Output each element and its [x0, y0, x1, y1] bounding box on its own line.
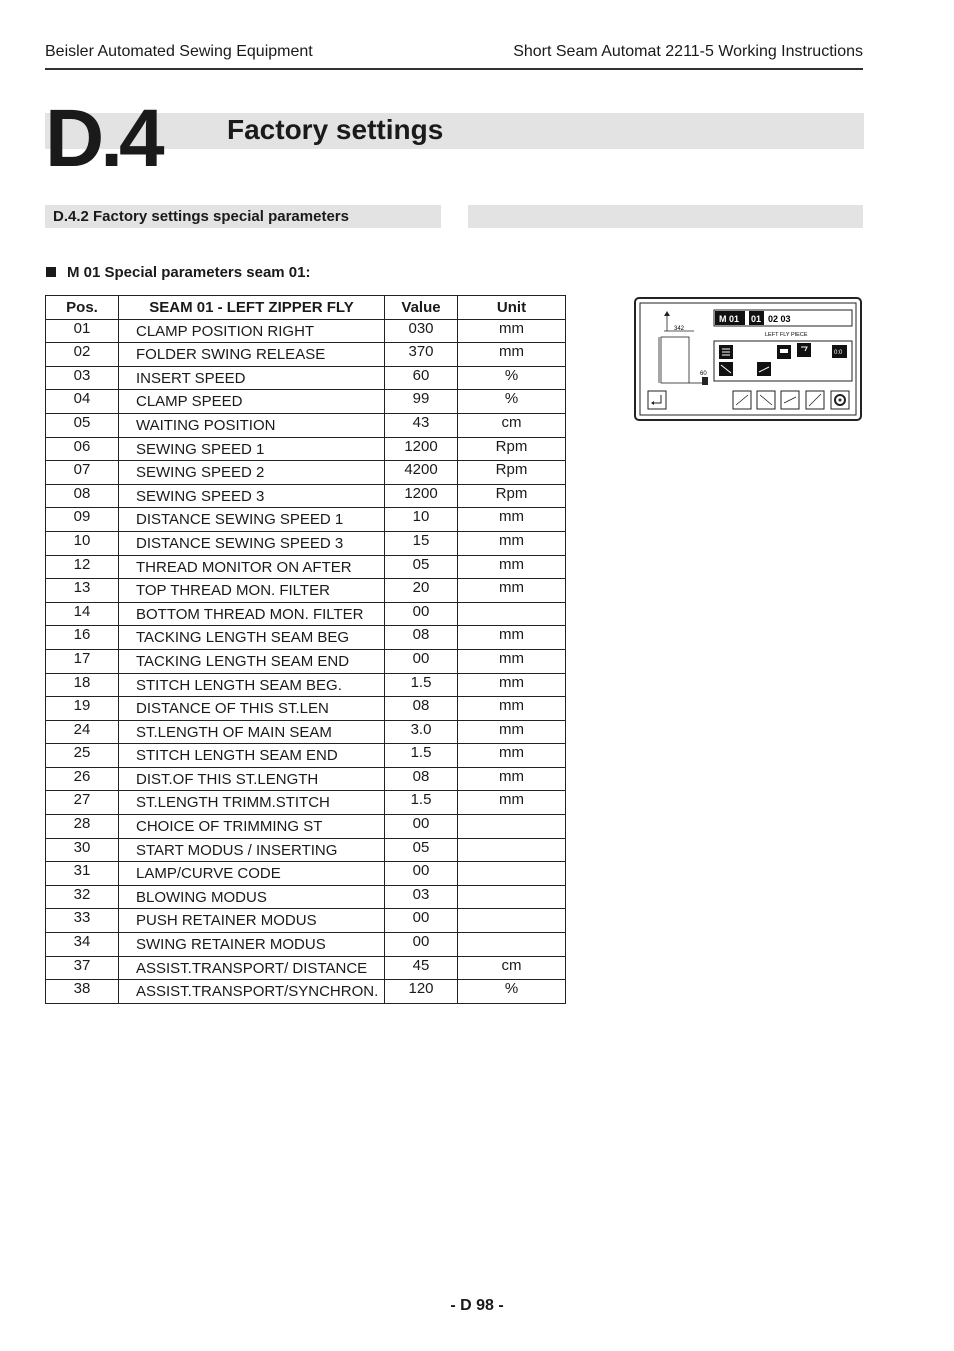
chapter-band: [45, 113, 864, 149]
control-panel-display: [634, 297, 862, 421]
row-value: 45: [385, 956, 458, 980]
table-row: [46, 744, 566, 768]
row-pos: 14: [46, 602, 119, 626]
row-pos: 10: [46, 531, 119, 555]
row-desc: ASSIST.TRANSPORT/SYNCHRON.: [119, 980, 385, 1004]
seam-end-icon[interactable]: [757, 391, 775, 409]
page-number: - D 98 -: [450, 1297, 504, 1314]
row-unit: cm: [458, 413, 566, 437]
row-pos: 03: [46, 366, 119, 390]
row-value: 370: [385, 343, 458, 367]
row-pos: 16: [46, 626, 119, 650]
row-pos: 06: [46, 437, 119, 461]
table-row: [46, 767, 566, 791]
header-right: Short Seam Automat 2211-5 Working Instructions: [513, 43, 863, 60]
row-desc: FOLDER SWING RELEASE: [119, 343, 385, 367]
row-pos: 25: [46, 744, 119, 768]
row-unit: mm: [458, 508, 566, 532]
table-row: [46, 555, 566, 579]
program-label: M 01: [719, 314, 740, 324]
row-value: 05: [385, 555, 458, 579]
row-value: 120: [385, 980, 458, 1004]
bullet-square-icon: [46, 267, 56, 277]
row-value: 15: [385, 531, 458, 555]
row-pos: 37: [46, 956, 119, 980]
table-row: [46, 649, 566, 673]
table-row: [46, 484, 566, 508]
row-pos: 27: [46, 791, 119, 815]
row-value: 1.5: [385, 791, 458, 815]
row-value: 1200: [385, 437, 458, 461]
row-unit: cm: [458, 956, 566, 980]
row-pos: 01: [46, 319, 119, 343]
table-row: [46, 343, 566, 367]
row-value: 60: [385, 366, 458, 390]
row-unit: Rpm: [458, 437, 566, 461]
row-unit: mm: [458, 555, 566, 579]
row-unit: mm: [458, 673, 566, 697]
row-value: 00: [385, 815, 458, 839]
row-unit: [458, 885, 566, 909]
row-unit: %: [458, 980, 566, 1004]
row-desc: SEWING SPEED 3: [119, 484, 385, 508]
row-pos: 26: [46, 767, 119, 791]
row-value: 1.5: [385, 673, 458, 697]
row-desc: STITCH LENGTH SEAM END: [119, 744, 385, 768]
col-header-value: Value: [385, 296, 458, 320]
row-unit: %: [458, 366, 566, 390]
section-band-right: [468, 205, 863, 228]
row-value: 03: [385, 885, 458, 909]
row-value: 20: [385, 579, 458, 603]
row-desc: PUSH RETAINER MODUS: [119, 909, 385, 933]
row-desc: TACKING LENGTH SEAM END: [119, 649, 385, 673]
row-unit: [458, 815, 566, 839]
row-pos: 38: [46, 980, 119, 1004]
corner-icon[interactable]: [806, 391, 824, 409]
table-row: [46, 933, 566, 957]
row-value: 05: [385, 838, 458, 862]
row-value: 08: [385, 626, 458, 650]
row-desc: SEWING SPEED 1: [119, 437, 385, 461]
row-unit: mm: [458, 531, 566, 555]
row-value: 00: [385, 862, 458, 886]
row-pos: 04: [46, 390, 119, 414]
row-unit: mm: [458, 720, 566, 744]
row-pos: 18: [46, 673, 119, 697]
table-row: [46, 980, 566, 1004]
row-value: 030: [385, 319, 458, 343]
seam-other-labels: 02 03: [768, 314, 791, 324]
row-desc: CLAMP POSITION RIGHT: [119, 319, 385, 343]
table-row: [46, 508, 566, 532]
seam-name-label: LEFT FLY PIECE: [765, 332, 808, 338]
chapter-title: Factory settings: [227, 114, 444, 145]
control-panel-graphic: [636, 299, 860, 419]
row-unit: [458, 602, 566, 626]
row-pos: 07: [46, 461, 119, 485]
row-unit: mm: [458, 343, 566, 367]
header-left: Beisler Automated Sewing Equipment: [45, 43, 313, 60]
row-desc: DIST.OF THIS ST.LENGTH: [119, 767, 385, 791]
row-value: 3.0: [385, 720, 458, 744]
row-unit: [458, 838, 566, 862]
row-value: 00: [385, 602, 458, 626]
table-row: [46, 579, 566, 603]
row-pos: 32: [46, 885, 119, 909]
col-header-unit: Unit: [458, 296, 566, 320]
row-unit: mm: [458, 319, 566, 343]
row-value: 1200: [385, 484, 458, 508]
row-desc: DISTANCE OF THIS ST.LEN: [119, 697, 385, 721]
table-row: [46, 815, 566, 839]
row-desc: SWING RETAINER MODUS: [119, 933, 385, 957]
table-row: [46, 319, 566, 343]
table-header-row: [46, 296, 566, 320]
row-value: 99: [385, 390, 458, 414]
row-unit: mm: [458, 767, 566, 791]
table-row: [46, 461, 566, 485]
row-desc: LAMP/CURVE CODE: [119, 862, 385, 886]
settings-icon[interactable]: [831, 391, 849, 409]
row-pos: 30: [46, 838, 119, 862]
row-value: 00: [385, 909, 458, 933]
row-desc: STITCH LENGTH SEAM BEG.: [119, 673, 385, 697]
row-value: 43: [385, 413, 458, 437]
row-unit: %: [458, 390, 566, 414]
row-pos: 31: [46, 862, 119, 886]
table-row: [46, 413, 566, 437]
table-row: [46, 437, 566, 461]
table-row: [46, 838, 566, 862]
col-header-desc: SEAM 01 - LEFT ZIPPER FLY: [119, 296, 385, 320]
trim-icon[interactable]: [781, 391, 799, 409]
table-row: [46, 909, 566, 933]
row-unit: [458, 862, 566, 886]
table-row: [46, 956, 566, 980]
row-unit: mm: [458, 744, 566, 768]
seam-start-icon[interactable]: [733, 391, 751, 409]
row-unit: Rpm: [458, 461, 566, 485]
row-desc: BOTTOM THREAD MON. FILTER: [119, 602, 385, 626]
table-row: [46, 862, 566, 886]
row-unit: mm: [458, 649, 566, 673]
row-pos: 13: [46, 579, 119, 603]
row-desc: ST.LENGTH TRIMM.STITCH: [119, 791, 385, 815]
dim-side-label: 60: [700, 371, 707, 377]
counter-icon[interactable]: [832, 345, 847, 358]
row-unit: mm: [458, 791, 566, 815]
row-value: 08: [385, 697, 458, 721]
insert-icon[interactable]: [757, 362, 771, 376]
row-desc: DISTANCE SEWING SPEED 3: [119, 531, 385, 555]
row-pos: 34: [46, 933, 119, 957]
row-desc: INSERT SPEED: [119, 366, 385, 390]
row-desc: WAITING POSITION: [119, 413, 385, 437]
swing-icon[interactable]: [719, 362, 733, 376]
row-desc: ST.LENGTH OF MAIN SEAM: [119, 720, 385, 744]
row-pos: 24: [46, 720, 119, 744]
row-desc: SEWING SPEED 2: [119, 461, 385, 485]
row-value: 10: [385, 508, 458, 532]
table-row: [46, 791, 566, 815]
col-header-pos: Pos.: [46, 296, 119, 320]
row-pos: 02: [46, 343, 119, 367]
table-row: [46, 885, 566, 909]
row-pos: 17: [46, 649, 119, 673]
parameter-table: [45, 295, 566, 1004]
row-value: 1.5: [385, 744, 458, 768]
row-desc: TACKING LENGTH SEAM BEG: [119, 626, 385, 650]
table-row: [46, 697, 566, 721]
row-unit: [458, 909, 566, 933]
row-pos: 05: [46, 413, 119, 437]
row-pos: 28: [46, 815, 119, 839]
row-value: 00: [385, 933, 458, 957]
dim-top-label: 342: [674, 326, 685, 332]
table-row: [46, 390, 566, 414]
row-desc: DISTANCE SEWING SPEED 1: [119, 508, 385, 532]
bullet-heading: [46, 264, 310, 281]
header-rule: [45, 68, 863, 70]
section-title: D.4.2 Factory settings special parameters: [53, 208, 349, 225]
row-unit: mm: [458, 697, 566, 721]
row-desc: CLAMP SPEED: [119, 390, 385, 414]
clamp-icon[interactable]: [777, 345, 791, 359]
folder-icon[interactable]: [797, 343, 811, 357]
row-pos: 12: [46, 555, 119, 579]
table-row: [46, 720, 566, 744]
table-row: [46, 602, 566, 626]
list-icon[interactable]: [719, 345, 733, 359]
table-row: [46, 673, 566, 697]
row-desc: TOP THREAD MON. FILTER: [119, 579, 385, 603]
row-value: 4200: [385, 461, 458, 485]
workpiece-diagram: [659, 311, 708, 385]
bullet-text: M 01 Special parameters seam 01:: [67, 264, 311, 281]
row-value: 08: [385, 767, 458, 791]
table-row: [46, 366, 566, 390]
row-unit: Rpm: [458, 484, 566, 508]
row-desc: ASSIST.TRANSPORT/ DISTANCE: [119, 956, 385, 980]
enter-icon[interactable]: [648, 391, 666, 409]
svg-text:0:0: 0:0: [834, 350, 843, 356]
row-unit: mm: [458, 579, 566, 603]
table-row: [46, 626, 566, 650]
row-pos: 08: [46, 484, 119, 508]
row-desc: CHOICE OF TRIMMING ST: [119, 815, 385, 839]
table-row: [46, 531, 566, 555]
row-pos: 19: [46, 697, 119, 721]
row-desc: BLOWING MODUS: [119, 885, 385, 909]
row-desc: START MODUS / INSERTING: [119, 838, 385, 862]
seam-active-label: 01: [751, 314, 762, 324]
row-desc: THREAD MONITOR ON AFTER: [119, 555, 385, 579]
chapter-number: D.4: [45, 93, 161, 184]
row-unit: mm: [458, 626, 566, 650]
row-value: 00: [385, 649, 458, 673]
row-unit: [458, 933, 566, 957]
row-pos: 33: [46, 909, 119, 933]
row-pos: 09: [46, 508, 119, 532]
